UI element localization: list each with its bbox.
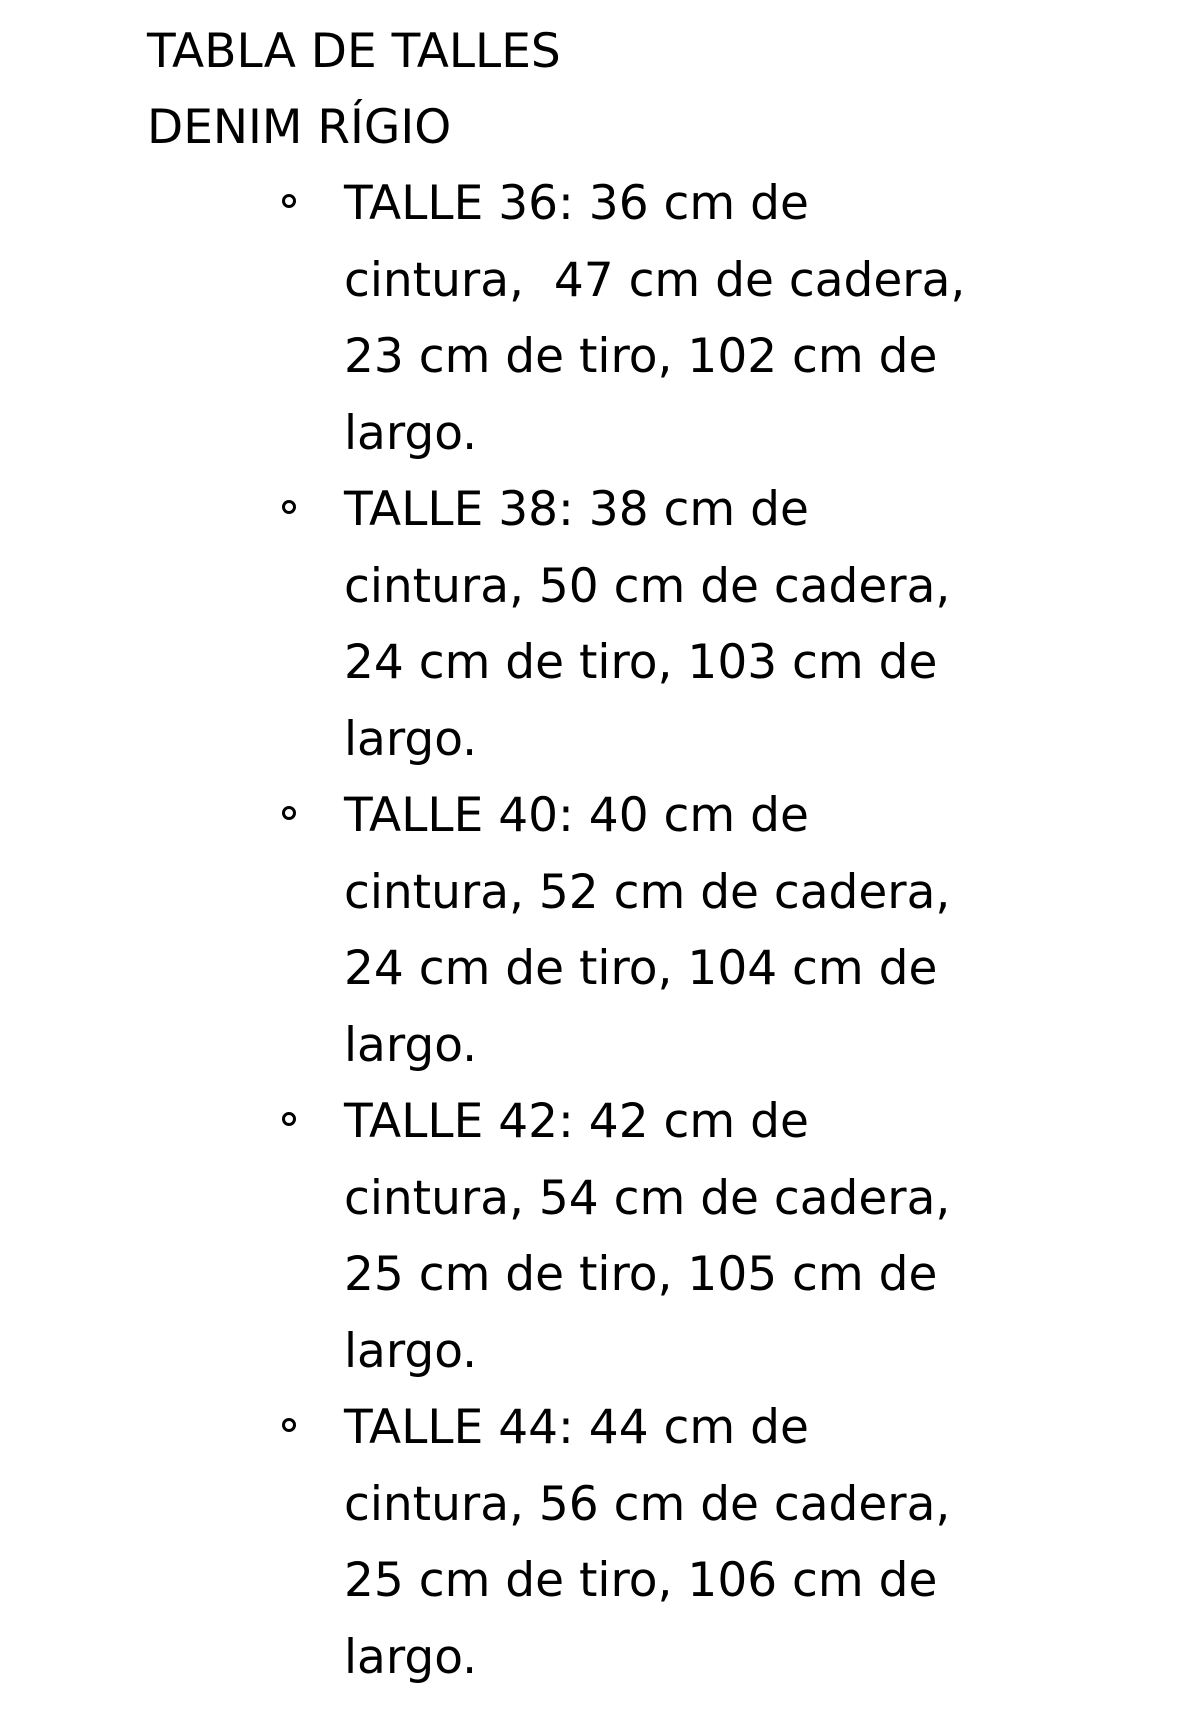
size-item-line: 25 cm de tiro, 105 cm de <box>344 1247 938 1302</box>
size-item-38 <box>344 472 984 778</box>
size-item-line: cintura, 47 cm de cadera, <box>344 252 966 308</box>
size-item-line: largo. <box>344 711 478 767</box>
size-item-line: largo. <box>344 1323 478 1379</box>
size-item-line: largo. <box>344 1629 478 1685</box>
size-item-line: TALLE 44: 44 cm de <box>344 1400 809 1455</box>
size-item-36 <box>344 166 984 472</box>
size-item-line: cintura, 52 cm de cadera, <box>344 864 951 920</box>
size-item-line: 24 cm de tiro, 104 cm de <box>344 941 938 996</box>
size-item-line: 23 cm de tiro, 102 cm de <box>344 329 938 384</box>
size-item-42 <box>344 1084 984 1390</box>
size-item-line: largo. <box>344 1017 478 1073</box>
size-item-line: 25 cm de tiro, 106 cm de <box>344 1553 938 1608</box>
size-item-44 <box>344 1390 984 1696</box>
page-title <box>147 14 561 166</box>
hollow-circle-bullet-icon <box>282 806 296 820</box>
hollow-circle-bullet-icon <box>282 500 296 514</box>
size-item-line: TALLE 40: 40 cm de <box>344 788 809 843</box>
size-item-line: TALLE 38: 38 cm de <box>344 482 809 537</box>
size-item-line: cintura, 54 cm de cadera, <box>344 1170 951 1226</box>
size-item-line: 24 cm de tiro, 103 cm de <box>344 635 938 690</box>
hollow-circle-bullet-icon <box>282 194 296 208</box>
size-item-line: cintura, 50 cm de cadera, <box>344 558 951 614</box>
size-item-40 <box>344 778 984 1084</box>
hollow-circle-bullet-icon <box>282 1418 296 1432</box>
size-item-line: cintura, 56 cm de cadera, <box>344 1476 951 1532</box>
size-item-line: largo. <box>344 405 478 461</box>
title-line-2: DENIM RÍGIO <box>147 100 452 155</box>
size-item-line: TALLE 36: 36 cm de <box>344 176 809 231</box>
title-line-1: TABLA DE TALLES <box>147 24 561 79</box>
size-item-line: TALLE 42: 42 cm de <box>344 1094 809 1149</box>
hollow-circle-bullet-icon <box>282 1112 296 1126</box>
size-list <box>344 166 1044 1696</box>
